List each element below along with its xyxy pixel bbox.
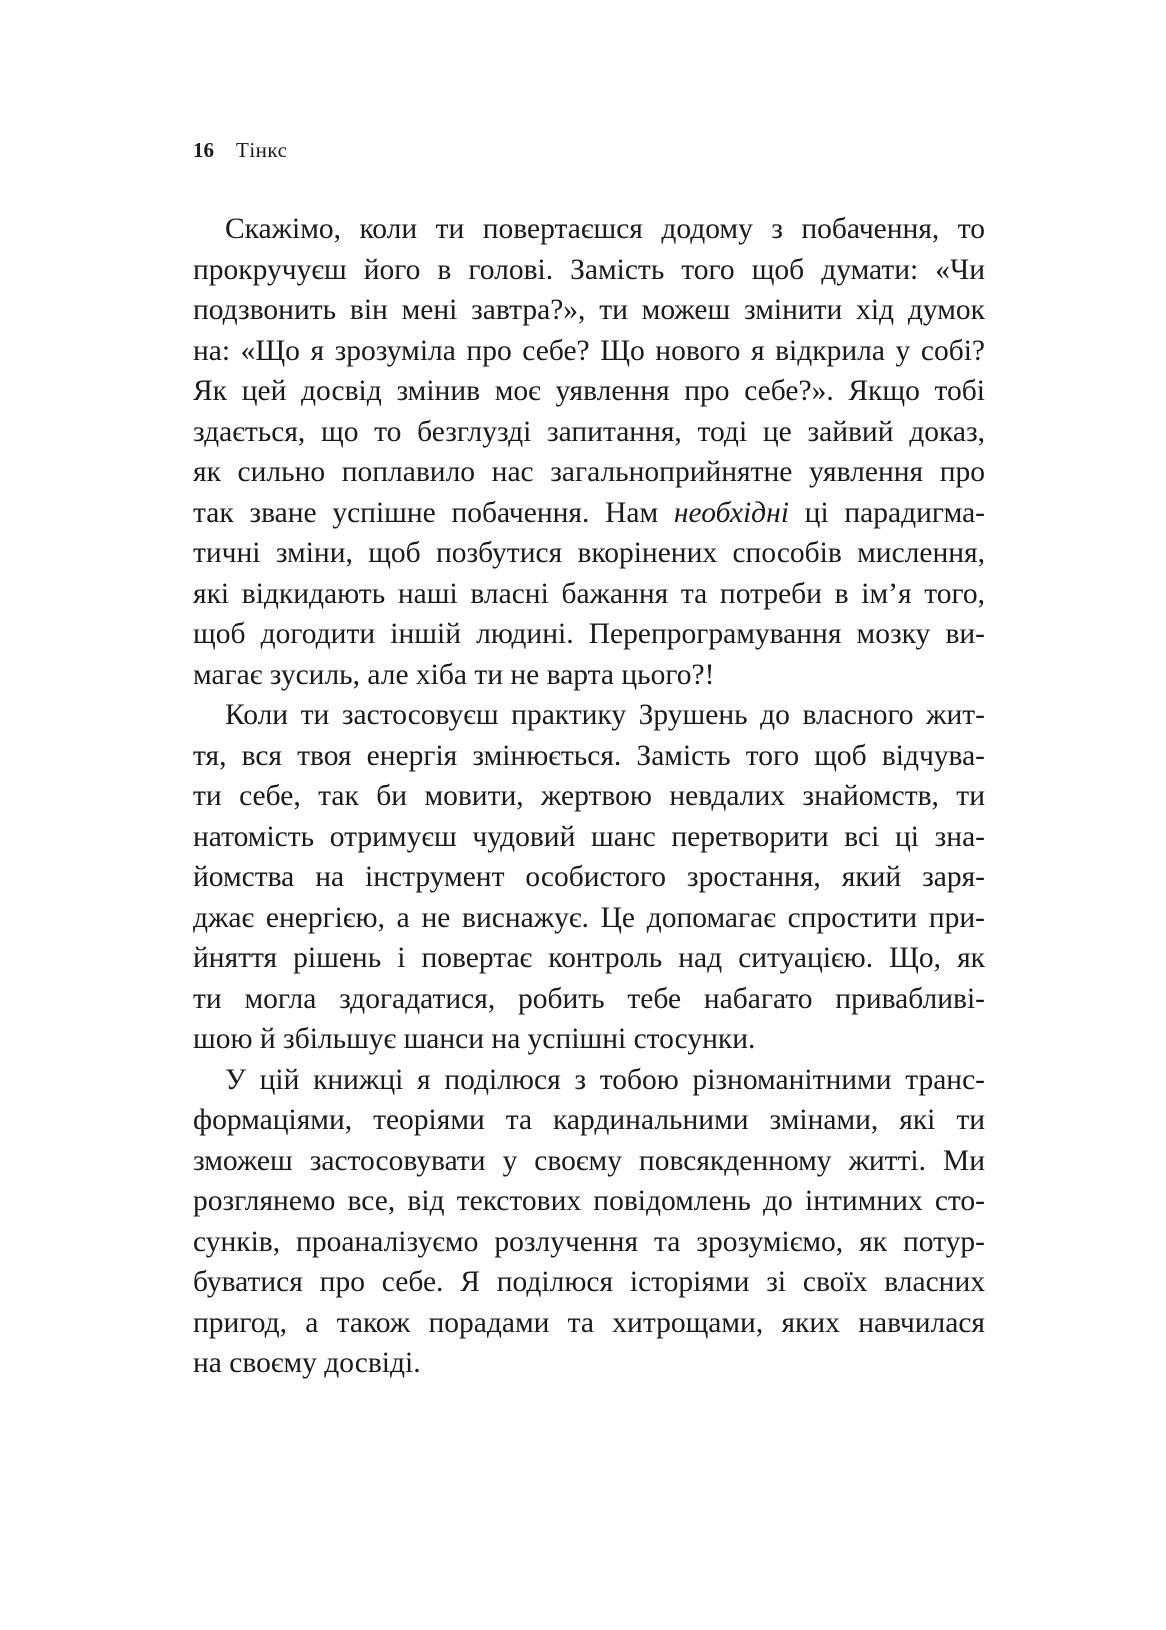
page-header	[193, 136, 287, 164]
paragraph-3	[193, 1060, 985, 1384]
text-line: Коли ти застосовуєш практику Зрушень до власного жит-	[225, 699, 985, 731]
text-line: шою й збільшує шанси на успішні стосунки.	[193, 1023, 756, 1055]
text-line: як сильно поплавило нас загальноприйнятне уявлення про	[193, 456, 985, 488]
body-text	[193, 209, 985, 1384]
paragraph-2	[193, 695, 985, 1060]
text-line: на своєму досвіді.	[193, 1347, 421, 1379]
text-line: пригод, а також порадами та хитрощами, яких навчилася	[193, 1306, 985, 1339]
text-line: йомства на інструмент особистого зростання, який заря-	[193, 861, 985, 893]
text-line: здається, що то безглузді запитання, тоді це зайвий доказ,	[193, 415, 985, 448]
text-line: Як цей досвід змінив моє уявлення про себе?». Якщо тобі	[193, 375, 985, 407]
page-number: 16	[193, 138, 214, 162]
text-line	[193, 493, 985, 534]
text-line: натомість отримуєш чудовий шанс перетворити всі ці зна-	[193, 820, 985, 853]
text-line: формаціями, теоріями та кардинальними змінами, які ти	[193, 1104, 985, 1136]
text-segment: ці парадигма-	[788, 496, 985, 529]
text-line: зможеш застосовувати у своєму повсякденному житті. Ми	[193, 1144, 985, 1177]
text-segment: так зване успішне побачення. Нам	[193, 496, 674, 529]
text-line: йняття рішень і повертає контроль над ситуацією. Що, як	[193, 942, 985, 974]
emphasized-word: необхідні	[673, 496, 789, 529]
text-line: розглянемо все, від текстових повідомлень до інтимних сто-	[193, 1185, 985, 1217]
text-line: які відкидають наші власні бажання та потреби в ім’я того,	[193, 577, 985, 610]
text-line: магає зусиль, але хіба ти не варта цього?!	[193, 658, 715, 691]
text-line: тичні зміни, щоб позбутися вкорінених способів мислення,	[193, 537, 985, 569]
text-line: джає енергією, а не виснажує. Це допомагає спростити при-	[193, 901, 985, 934]
text-line: прокручуєш його в голові. Замість того щоб думати: «Чи	[193, 253, 985, 286]
text-line: буватися про себе. Я поділюся історіями зі своїх власних	[193, 1266, 985, 1298]
text-line: тя, вся твоя енергія змінюється. Замість того щоб відчува-	[193, 739, 985, 772]
text-line: ти себе, так би мовити, жертвою невдалих знайомств, ти	[193, 780, 985, 812]
paragraph-1	[193, 209, 985, 695]
text-line: ти могла здогадатися, робить тебе набагато привабливі-	[193, 982, 985, 1015]
running-title: Тінкс	[236, 138, 288, 162]
text-line: Скажімо, коли ти повертаєшся додому з побачення, то	[225, 213, 985, 245]
text-line: сунків, проаналізуємо розлучення та зрозуміємо, як потур-	[193, 1225, 985, 1258]
text-line: У цій книжці я поділюся з тобою різноманітними транс-	[225, 1063, 985, 1096]
text-line: на: «Що я зрозуміла про себе? Що нового я відкрила у собі?	[193, 334, 985, 367]
text-line: подзвонить він мені завтра?», ти можеш змінити хід думок	[193, 294, 985, 326]
text-line: щоб догодити іншій людині. Перепрограмування мозку ви-	[193, 618, 985, 650]
